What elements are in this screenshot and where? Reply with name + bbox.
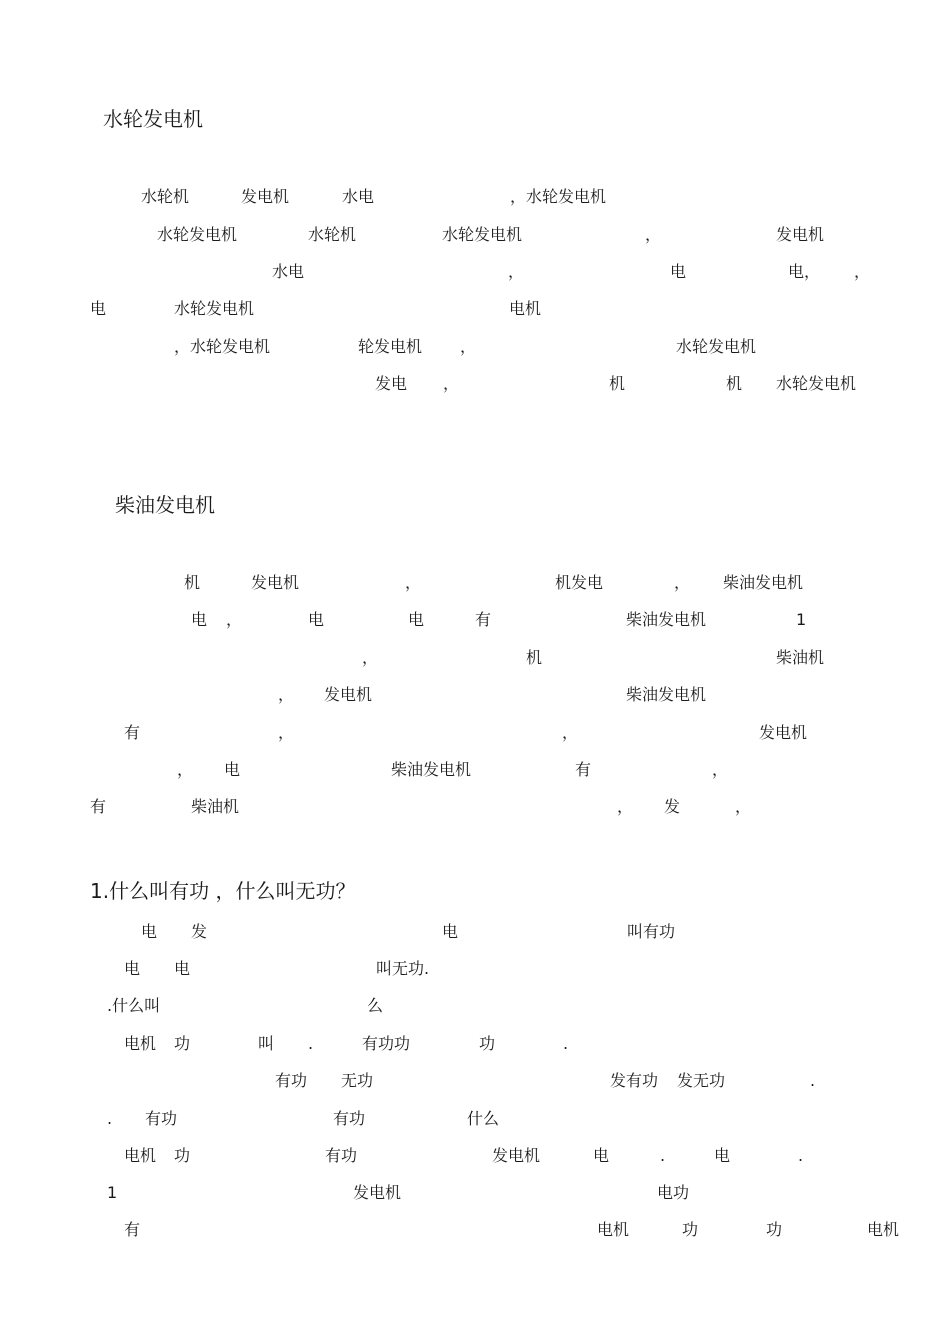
text-fragment: 有 xyxy=(575,760,592,779)
text-fragment: 发电 xyxy=(375,374,408,393)
text-fragment: 有功 xyxy=(275,1071,308,1090)
text-fragment: 功 xyxy=(682,1220,699,1239)
text-fragment: 功 xyxy=(766,1220,783,1239)
text-fragment: 发电机 xyxy=(324,685,373,704)
text-fragment: ， xyxy=(226,610,243,629)
text-fragment: 1 xyxy=(107,1183,118,1202)
text-fragment: 柴油发电机 xyxy=(723,573,804,592)
text-fragment: ， xyxy=(460,337,477,356)
text-fragment: 电 xyxy=(442,922,459,941)
text-fragment: 机 xyxy=(526,648,543,667)
text-fragment: 发电机 xyxy=(251,573,300,592)
text-fragment: 水轮发电机 xyxy=(174,299,255,318)
text-fragment: 发电机 xyxy=(759,723,808,742)
text-fragment: 发无功 xyxy=(677,1071,726,1090)
text-fragment: 有 xyxy=(475,610,492,629)
text-fragment: 有 xyxy=(124,723,141,742)
text-fragment: ， xyxy=(735,797,752,816)
text-fragment: 发电机 xyxy=(492,1146,541,1165)
text-fragment: 柴油机 xyxy=(776,648,825,667)
text-fragment: 电机 xyxy=(509,299,542,318)
text-fragment: 有功功 xyxy=(362,1034,411,1053)
text-fragment: 1 xyxy=(796,610,807,629)
text-fragment: 柴油机 xyxy=(191,797,240,816)
text-fragment: 机 xyxy=(726,374,743,393)
text-fragment: 发电机 xyxy=(353,1183,402,1202)
text-fragment: ， xyxy=(562,723,579,742)
text-fragment: 电 xyxy=(141,922,158,941)
text-fragment: 发 xyxy=(191,922,208,941)
text-fragment: . xyxy=(660,1146,666,1165)
text-fragment: 电， xyxy=(788,262,821,281)
section-title-diesel-generator: 柴油发电机 xyxy=(115,493,215,517)
text-fragment: 柴油发电机 xyxy=(626,610,707,629)
text-fragment: 电机 xyxy=(124,1034,157,1053)
text-fragment: 有功 xyxy=(333,1109,366,1128)
text-fragment: 水电 xyxy=(272,262,305,281)
text-fragment: 水轮机 xyxy=(141,187,190,206)
section-title-hydro-generator: 水轮发电机 xyxy=(103,107,203,131)
text-fragment: 柴油发电机 xyxy=(626,685,707,704)
text-fragment: ， xyxy=(278,685,295,704)
text-fragment: ， xyxy=(674,573,691,592)
section-title-active-reactive-power: 1.什么叫有功 ，什么叫无功？ xyxy=(90,879,356,903)
text-fragment: ， xyxy=(508,262,525,281)
text-fragment: . xyxy=(563,1034,569,1053)
text-fragment: .什么叫 xyxy=(107,996,161,1015)
text-fragment: 什么 xyxy=(467,1109,500,1128)
text-fragment: . xyxy=(308,1034,314,1053)
text-fragment: 发 xyxy=(664,797,681,816)
text-fragment: 水轮发电机 xyxy=(442,225,523,244)
text-fragment: 叫无功. xyxy=(376,959,430,978)
text-fragment: ， xyxy=(177,760,194,779)
text-fragment: 电 xyxy=(90,299,107,318)
text-fragment: 电机 xyxy=(124,1146,157,1165)
text-fragment: 叫有功 xyxy=(627,922,676,941)
text-fragment: 机 xyxy=(609,374,626,393)
text-fragment: ， xyxy=(362,648,379,667)
text-fragment: 水轮发电机 xyxy=(157,225,238,244)
text-fragment: 叫 xyxy=(258,1034,275,1053)
text-fragment: 机发电 xyxy=(555,573,604,592)
text-fragment: 无功 xyxy=(341,1071,374,1090)
text-fragment: 电功 xyxy=(657,1183,690,1202)
text-fragment: . xyxy=(107,1109,113,1128)
text-fragment: 机 xyxy=(184,573,201,592)
text-fragment: 水电 xyxy=(342,187,375,206)
text-fragment: 功 xyxy=(174,1034,191,1053)
text-fragment: 有 xyxy=(90,797,107,816)
text-fragment: . xyxy=(798,1146,804,1165)
text-fragment: 电 xyxy=(308,610,325,629)
text-fragment: ， xyxy=(443,374,460,393)
text-fragment: . xyxy=(810,1071,816,1090)
text-fragment: 有功 xyxy=(325,1146,358,1165)
text-fragment: 有功 xyxy=(145,1109,178,1128)
text-fragment: 柴油发电机 xyxy=(391,760,472,779)
text-fragment: 功 xyxy=(479,1034,496,1053)
text-fragment: 电机 xyxy=(597,1220,630,1239)
text-fragment: 电 xyxy=(670,262,687,281)
text-fragment: 功 xyxy=(174,1146,191,1165)
text-fragment: 水轮机 xyxy=(308,225,357,244)
text-fragment: ， xyxy=(617,797,634,816)
text-fragment: ， xyxy=(712,760,729,779)
text-fragment: ， xyxy=(854,262,871,281)
text-fragment: 电 xyxy=(191,610,208,629)
text-fragment: 发电机 xyxy=(776,225,825,244)
text-fragment: 么 xyxy=(367,996,384,1015)
text-fragment: ， xyxy=(405,573,422,592)
text-fragment: 电 xyxy=(408,610,425,629)
text-fragment: 电 xyxy=(124,959,141,978)
text-fragment: 电 xyxy=(593,1146,610,1165)
text-fragment: ， xyxy=(645,225,662,244)
text-fragment: 发电机 xyxy=(241,187,290,206)
text-fragment: 水轮发电机 xyxy=(776,374,857,393)
text-fragment: ，水轮发电机 xyxy=(174,337,271,356)
text-fragment: 电机 xyxy=(867,1220,900,1239)
text-fragment: 电 xyxy=(174,959,191,978)
text-fragment: 电 xyxy=(224,760,241,779)
text-fragment: 电 xyxy=(714,1146,731,1165)
text-fragment: 轮发电机 xyxy=(358,337,423,356)
text-fragment: ，水轮发电机 xyxy=(510,187,607,206)
text-fragment: 发有功 xyxy=(610,1071,659,1090)
text-fragment: 水轮发电机 xyxy=(676,337,757,356)
text-fragment: 有 xyxy=(124,1220,141,1239)
text-fragment: ， xyxy=(278,723,295,742)
